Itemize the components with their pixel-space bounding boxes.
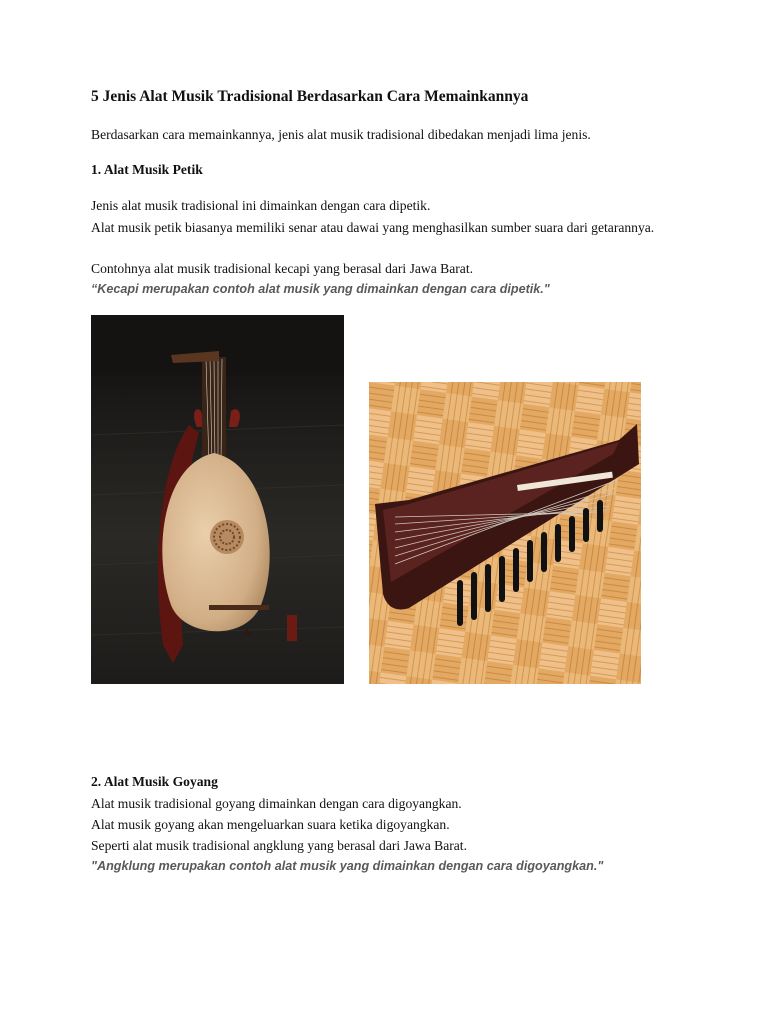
- section-heading-petik: 1. Alat Musik Petik: [91, 162, 203, 177]
- lute-photo: [91, 315, 344, 684]
- section-line: Alat musik goyang akan mengeluarkan suara ketika digoyangkan.: [91, 817, 450, 832]
- section-line: Seperti alat musik tradisional angklung yang berasal dari Jawa Barat.: [91, 838, 467, 853]
- section-quote: "Angklung merupakan contoh alat musik yang dimainkan dengan cara digoyangkan.": [91, 859, 604, 873]
- section-line: Alat musik tradisional goyang dimainkan dengan cara digoyangkan.: [91, 796, 462, 811]
- section-line: Alat musik petik biasanya memiliki senar atau dawai yang menghasilkan sumber suara dari getarannya.: [91, 220, 655, 235]
- section-heading-goyang: 2. Alat Musik Goyang: [91, 774, 218, 789]
- section-line: Jenis alat musik tradisional ini dimainkan dengan cara dipetik.: [91, 198, 431, 213]
- intro-paragraph: Berdasarkan cara memainkannya, jenis alat musik tradisional dibedakan menjadi lima jenis.: [91, 127, 591, 142]
- kecapi-photo: [369, 382, 641, 684]
- section-line: Contohnya alat musik tradisional kecapi yang berasal dari Jawa Barat.: [91, 261, 474, 276]
- document-title: 5 Jenis Alat Musik Tradisional Berdasarkan Cara Memainkannya: [91, 88, 529, 105]
- section-quote: “Kecapi merupakan contoh alat musik yang dimainkan dengan cara dipetik.": [91, 282, 550, 296]
